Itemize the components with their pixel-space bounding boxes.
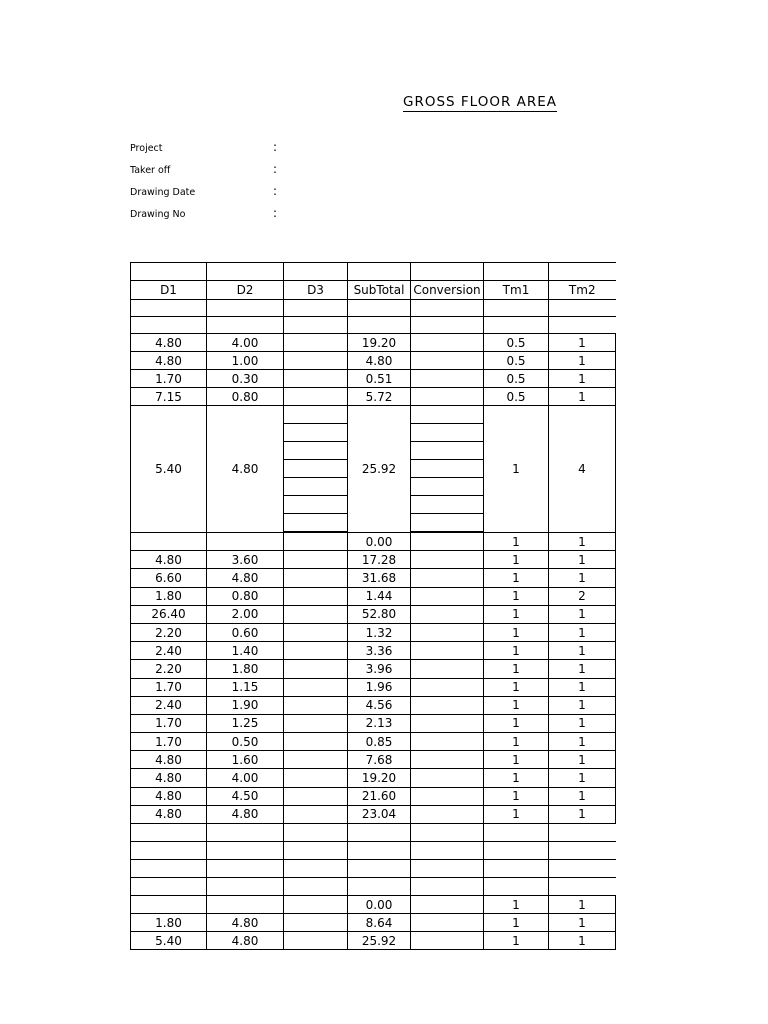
cell-d2: 4.80 [207,569,284,587]
table-row-empty [131,300,616,317]
cell-d3 [284,388,348,406]
cell-tm1: 1 [484,533,549,551]
sub-grid-line [411,424,483,442]
cell-tm2: 1 [549,623,616,641]
sub-grid-line [411,442,483,460]
table-row [131,370,616,388]
cell-tm2: 1 [549,678,616,696]
cell-conv [411,932,484,950]
cell-sub: 0.00 [348,533,411,551]
cell-tm1: 1 [484,769,549,787]
cell-tm1 [484,860,549,878]
cell-d1: 4.80 [131,751,207,769]
cell-d1: 1.80 [131,914,207,932]
cell-sub [348,300,411,317]
cell-d1: 2.20 [131,660,207,678]
cell-d2 [207,300,284,317]
cell-conv [411,551,484,569]
cell-tm1 [484,824,549,842]
table-row [131,805,616,823]
cell-tm2: 1 [549,714,616,732]
cell-sub: 19.20 [348,334,411,352]
cell-tm1: 1 [484,678,549,696]
cell-conv [411,263,484,281]
drawing-date-label: Drawing Date [130,187,196,198]
cell-sub [348,842,411,860]
cell-conv [411,824,484,842]
cell-d1 [131,263,207,281]
cell-conv [411,352,484,370]
cell-d2 [207,896,284,914]
cell-tm2: 1 [549,370,616,388]
cell-conv [411,388,484,406]
cell-d2: 0.30 [207,370,284,388]
sub-grid-line [411,406,483,424]
table-row [131,334,616,352]
cell-tm2: 4 [549,406,616,533]
cell-tm2: 1 [549,642,616,660]
cell-d1 [131,842,207,860]
cell-tm1: 0.5 [484,370,549,388]
cell-tm1: 1 [484,551,549,569]
cell-d2: 0.80 [207,388,284,406]
table-row-merged [131,406,616,533]
cell-tm1 [484,317,549,334]
cell-d3 [284,751,348,769]
cell-conv [411,370,484,388]
table-row-empty [131,317,616,334]
sub-grid-line [284,442,347,460]
cell-sub: 3.36 [348,642,411,660]
table-row-empty [131,263,616,281]
cell-d1: 2.20 [131,623,207,641]
cell-sub: 25.92 [348,406,411,533]
cell-tm1: 1 [484,914,549,932]
table-row [131,569,616,587]
cell-sub [348,878,411,896]
cell-sub: 52.80 [348,605,411,623]
cell-tm2: 1 [549,769,616,787]
column-header-tm2: Tm2 [549,281,616,300]
cell-d3 [284,678,348,696]
cell-d1: 1.80 [131,587,207,605]
taker-off-colon: : [273,162,278,176]
cell-sub: 8.64 [348,914,411,932]
cell-d1: 7.15 [131,388,207,406]
cell-d2 [207,842,284,860]
cell-d1 [131,860,207,878]
sub-grid-line [411,460,483,478]
cell-d3 [284,605,348,623]
cell-sub: 0.85 [348,733,411,751]
table-row [131,787,616,805]
cell-conv [411,660,484,678]
table-row [131,714,616,732]
cell-d3 [284,805,348,823]
cell-d1: 5.40 [131,932,207,950]
cell-d1: 1.70 [131,678,207,696]
column-header-d2: D2 [207,281,284,300]
cell-conv [411,623,484,641]
cell-conv [411,842,484,860]
column-header-conv: Conversion [411,281,484,300]
cell-conv [411,714,484,732]
cell-sub: 7.68 [348,751,411,769]
cell-sub: 1.44 [348,587,411,605]
cell-d3 [284,769,348,787]
table-row [131,352,616,370]
cell-d3 [284,696,348,714]
cell-d2: 4.00 [207,334,284,352]
column-header-tm1: Tm1 [484,281,549,300]
cell-conv [411,696,484,714]
cell-d2: 0.80 [207,587,284,605]
cell-conv [411,569,484,587]
cell-conv [411,787,484,805]
cell-conv [411,300,484,317]
cell-tm1: 0.5 [484,352,549,370]
cell-conv [411,805,484,823]
cell-tm1: 1 [484,714,549,732]
cell-d3 [284,642,348,660]
cell-conv [411,642,484,660]
cell-tm1: 1 [484,751,549,769]
cell-d1 [131,896,207,914]
sub-grid-line [411,496,483,514]
cell-tm1: 0.5 [484,388,549,406]
cell-d2: 4.80 [207,406,284,533]
cell-d2 [207,317,284,334]
cell-d2: 0.60 [207,623,284,641]
cell-d2 [207,860,284,878]
cell-sub: 3.96 [348,660,411,678]
cell-sub: 17.28 [348,551,411,569]
cell-sub: 31.68 [348,569,411,587]
cell-d2: 1.60 [207,751,284,769]
cell-d1: 5.40 [131,406,207,533]
cell-sub: 19.20 [348,769,411,787]
cell-tm2: 1 [549,551,616,569]
table-row [131,751,616,769]
cell-tm2 [549,842,616,860]
table-row-empty [131,860,616,878]
cell-tm1: 1 [484,569,549,587]
cell-d2 [207,263,284,281]
cell-tm2: 1 [549,352,616,370]
cell-sub [348,824,411,842]
cell-d2 [207,824,284,842]
cell-sub [348,860,411,878]
cell-d1 [131,878,207,896]
cell-tm1 [484,300,549,317]
cell-d3 [284,660,348,678]
cell-sub: 4.56 [348,696,411,714]
cell-tm1: 1 [484,623,549,641]
cell-d3 [284,860,348,878]
cell-conv [411,896,484,914]
cell-tm1: 1 [484,733,549,751]
cell-d1: 1.70 [131,733,207,751]
cell-conv [411,605,484,623]
cell-tm2: 1 [549,751,616,769]
cell-conv [411,533,484,551]
drawing-no-label: Drawing No [130,209,186,220]
cell-d1 [131,317,207,334]
cell-sub: 0.00 [348,896,411,914]
cell-sub: 21.60 [348,787,411,805]
cell-tm1: 1 [484,660,549,678]
cell-d3 [284,787,348,805]
cell-conv [411,769,484,787]
cell-tm1 [484,263,549,281]
cell-tm2 [549,878,616,896]
sub-grid-line [284,478,347,496]
cell-d1 [131,533,207,551]
cell-tm1: 1 [484,642,549,660]
project-label: Project [130,143,163,154]
cell-d1: 6.60 [131,569,207,587]
cell-tm1: 1 [484,805,549,823]
sub-grid-line [284,514,347,532]
table-row [131,551,616,569]
sub-grid-line [411,478,483,496]
cell-tm1 [484,878,549,896]
cell-d2: 0.50 [207,733,284,751]
table-row [131,388,616,406]
cell-tm2 [549,263,616,281]
column-header-d1: D1 [131,281,207,300]
cell-d1: 1.70 [131,714,207,732]
cell-conv [411,914,484,932]
drawing-date-colon: : [273,184,278,198]
column-header-d3: D3 [284,281,348,300]
cell-d1: 1.70 [131,370,207,388]
cell-d3 [284,370,348,388]
cell-d3 [284,587,348,605]
cell-tm2: 1 [549,569,616,587]
cell-d3 [284,352,348,370]
cell-conv [411,317,484,334]
cell-tm2: 1 [549,605,616,623]
sub-grid [411,406,483,532]
cell-tm2 [549,300,616,317]
cell-tm2: 1 [549,932,616,950]
table-row [131,769,616,787]
cell-tm1: 1 [484,787,549,805]
cell-d2: 1.25 [207,714,284,732]
column-header-sub: SubTotal [348,281,411,300]
cell-d3 [284,878,348,896]
cell-conv [411,587,484,605]
cell-d3 [284,824,348,842]
table-row [131,914,616,932]
table-row [131,660,616,678]
cell-d3 [284,714,348,732]
table-row [131,733,616,751]
cell-d2: 4.80 [207,805,284,823]
cell-conv [411,733,484,751]
cell-sub: 23.04 [348,805,411,823]
cell-d3 [284,569,348,587]
cell-sub: 25.92 [348,932,411,950]
cell-d3 [284,551,348,569]
cell-d1: 4.80 [131,769,207,787]
cell-d2 [207,878,284,896]
table-row-empty [131,842,616,860]
cell-tm1: 1 [484,696,549,714]
cell-d3 [284,263,348,281]
cell-d2: 1.00 [207,352,284,370]
cell-d1: 4.80 [131,334,207,352]
table-row [131,642,616,660]
cell-tm2: 1 [549,388,616,406]
cell-tm1 [484,842,549,860]
cell-conv [411,334,484,352]
cell-tm1: 0.5 [484,334,549,352]
cell-d2: 4.50 [207,787,284,805]
table-row-empty [131,878,616,896]
cell-conv [411,678,484,696]
table-row [131,533,616,551]
cell-d2: 1.80 [207,660,284,678]
cell-conv [411,878,484,896]
cell-tm2: 1 [549,733,616,751]
cell-d3 [284,896,348,914]
cell-d2: 4.80 [207,914,284,932]
cell-sub: 1.32 [348,623,411,641]
sub-grid-line [284,406,347,424]
sub-grid-line [284,424,347,442]
cell-tm2 [549,317,616,334]
sub-grid [284,406,347,532]
cell-tm2: 1 [549,660,616,678]
cell-d2: 2.00 [207,605,284,623]
cell-d3 [284,623,348,641]
cell-sub [348,317,411,334]
cell-tm2: 1 [549,805,616,823]
cell-d2: 1.90 [207,696,284,714]
cell-tm2: 2 [549,587,616,605]
table-row [131,605,616,623]
cell-d3 [284,914,348,932]
cell-d3 [284,842,348,860]
drawing-no-colon: : [273,206,278,220]
cell-d1: 2.40 [131,696,207,714]
table-row [131,623,616,641]
cell-d3 [284,317,348,334]
cell-conv [411,751,484,769]
cell-tm2 [549,860,616,878]
taker-off-label: Taker off [130,165,171,176]
table-row [131,587,616,605]
sub-grid-line [411,514,483,532]
project-colon: : [273,140,278,154]
cell-d2: 1.40 [207,642,284,660]
cell-tm1: 1 [484,406,549,533]
cell-tm1: 1 [484,932,549,950]
cell-tm2: 1 [549,896,616,914]
cell-tm2: 1 [549,334,616,352]
cell-conv [411,406,484,533]
table-row-empty [131,824,616,842]
cell-tm2: 1 [549,696,616,714]
table-header-row [131,281,616,300]
cell-d1: 4.80 [131,805,207,823]
cell-d1 [131,824,207,842]
cell-tm1: 1 [484,587,549,605]
table-row [131,678,616,696]
cell-tm2: 1 [549,914,616,932]
cell-tm2: 1 [549,787,616,805]
cell-d1: 2.40 [131,642,207,660]
cell-d2: 4.80 [207,932,284,950]
cell-sub: 0.51 [348,370,411,388]
cell-sub [348,263,411,281]
cell-conv [411,860,484,878]
cell-sub: 2.13 [348,714,411,732]
cell-d3 [284,533,348,551]
cell-tm2 [549,824,616,842]
table-row [131,896,616,914]
cell-sub: 4.80 [348,352,411,370]
cell-d3 [284,300,348,317]
page-title: GROSS FLOOR AREA [403,94,558,110]
cell-d2: 4.00 [207,769,284,787]
cell-d3 [284,406,348,533]
cell-d1: 4.80 [131,787,207,805]
cell-tm2: 1 [549,533,616,551]
sub-grid-line [284,496,347,514]
cell-d3 [284,334,348,352]
cell-sub: 5.72 [348,388,411,406]
cell-d1: 4.80 [131,352,207,370]
cell-d1: 26.40 [131,605,207,623]
cell-d2: 1.15 [207,678,284,696]
cell-d1: 4.80 [131,551,207,569]
cell-tm1: 1 [484,896,549,914]
quantity-table [130,262,616,950]
cell-d2: 3.60 [207,551,284,569]
cell-d3 [284,733,348,751]
cell-tm1: 1 [484,605,549,623]
cell-sub: 1.96 [348,678,411,696]
table-row [131,932,616,950]
cell-d2 [207,533,284,551]
sub-grid-line [284,460,347,478]
cell-d1 [131,300,207,317]
table-row [131,696,616,714]
cell-d3 [284,932,348,950]
